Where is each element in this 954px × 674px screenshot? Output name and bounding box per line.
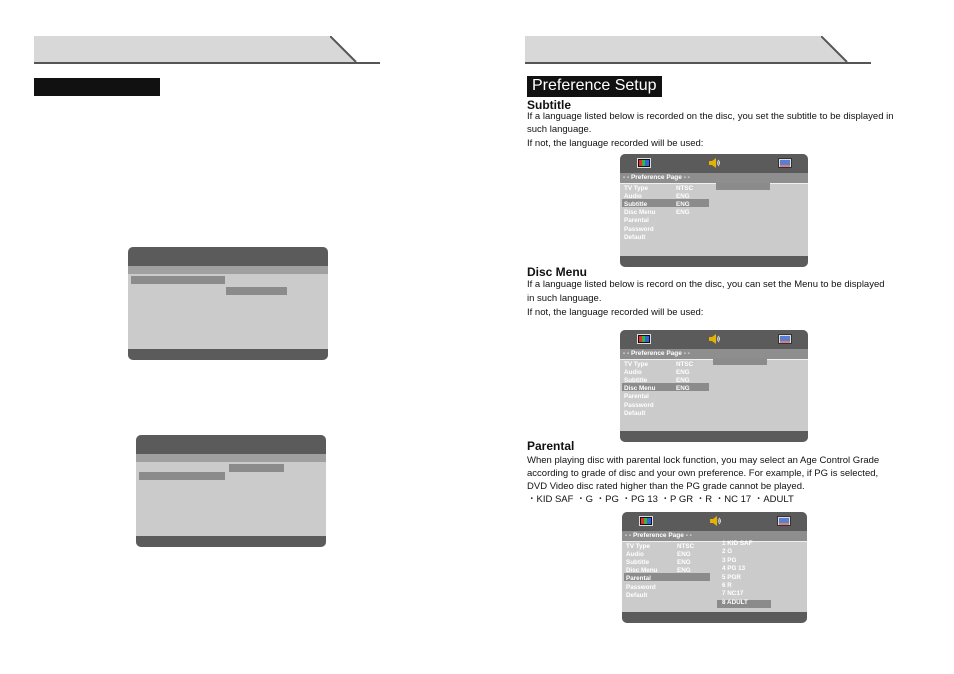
osd-menu-item: Disc Menu (624, 385, 656, 393)
osd-grade-option: 3 PG (722, 556, 737, 564)
osd-menu-item: Default (624, 409, 646, 417)
osd-grade-option: 1 KID SAF (722, 540, 753, 547)
osd-menu-item: Subtitle (624, 377, 648, 385)
osd-menu-item: Disc Menu (626, 567, 658, 575)
left-section-title-bar (34, 78, 160, 96)
left-osd-panel-2 (136, 435, 326, 547)
osd-menu-value: NTSC (676, 185, 694, 192)
osd-menu-value: ENG (676, 385, 690, 393)
speaker-icon (708, 334, 722, 344)
subtitle-text-2: such language. (527, 124, 592, 135)
osd-menu-value: ENG (676, 369, 690, 377)
parental-heading: Parental (527, 439, 575, 453)
disc-menu-heading: Disc Menu (527, 265, 588, 279)
osd-grade-option: 8 ADULT (722, 598, 748, 606)
osd-menu-item: Password (624, 225, 654, 233)
disc-menu-text-1: If a language listed below is record on the disc, you can set the Menu to be displayed (527, 279, 885, 290)
osd-header: - - Preference Page - - (623, 350, 690, 357)
osd-menu-item: Disc Menu (624, 209, 656, 217)
osd-menu-item: Password (624, 401, 654, 409)
tv-icon (639, 516, 653, 526)
osd-parental-panel (622, 512, 807, 623)
left-osd-panel-1 (128, 247, 328, 360)
tv-icon (637, 158, 651, 168)
osd-header: - - Preference Page - - (623, 174, 690, 181)
osd-menu-item: TV Type (624, 185, 649, 192)
osd-subtitle-panel (620, 154, 808, 267)
osd-menu-item: Subtitle (624, 201, 648, 209)
subtitle-heading: Subtitle (527, 98, 571, 112)
disc-menu-text-2: in such language. (527, 293, 602, 304)
osd-menu-item: Audio (624, 369, 642, 377)
osd-menu-item: TV Type (626, 543, 651, 550)
osd-menu-item: Parental (624, 217, 649, 225)
right-header-banner (525, 36, 871, 64)
parental-text-3: DVD Video disc rated higher than the PG grade cannot be played. (527, 481, 805, 492)
speaker-icon (708, 158, 722, 168)
osd-grade-option: 7 NC17 (722, 590, 744, 598)
osd-menu-value: ENG (677, 559, 691, 567)
disc-menu-text-3: If not, the language recorded will be used: (527, 307, 704, 318)
osd-menu-item: Default (626, 591, 648, 599)
osd-menu-item: Audio (626, 551, 644, 559)
osd-menu-value: NTSC (677, 543, 695, 550)
osd-grade-option: 4 PG 13 (722, 565, 746, 573)
osd-menu-value: ENG (676, 193, 690, 201)
preference-icon (778, 158, 792, 168)
osd-menu-item: Password (626, 583, 656, 591)
osd-menu-value: ENG (676, 377, 690, 385)
subtitle-text-1: If a language listed below is recorded on the disc, you set the subtitle to be displayed in (527, 111, 894, 122)
osd-menu-value: NTSC (676, 361, 694, 368)
osd-disc-menu-panel (620, 330, 808, 442)
parental-text-2: according to grade of disc and your own preference. For example, if PG is selected, (527, 468, 879, 479)
preference-icon (778, 334, 792, 344)
page-title: Preference Setup (527, 76, 662, 97)
osd-menu-item: Parental (624, 393, 649, 401)
tv-icon (637, 334, 651, 344)
preference-icon (777, 516, 791, 526)
parental-grades-line: ・KID SAF ・G ・PG ・PG 13 ・P GR ・R ・NC 17 ・ADULT (527, 494, 794, 505)
osd-menu-value: ENG (677, 551, 691, 559)
speaker-icon (709, 516, 723, 526)
osd-menu-item: Audio (624, 193, 642, 201)
osd-menu-item: Subtitle (626, 559, 650, 567)
osd-grade-option: 2 G (722, 548, 733, 556)
osd-grade-option: 6 R (722, 582, 732, 589)
osd-menu-item: Parental (626, 575, 651, 583)
osd-header: - - Preference Page - - (625, 532, 692, 539)
osd-grade-option: 5 PGR (722, 573, 741, 581)
subtitle-text-3: If not, the language recorded will be used: (527, 138, 704, 149)
left-header-banner (34, 36, 380, 64)
osd-menu-value: ENG (676, 201, 690, 209)
parental-text-1: When playing disc with parental lock function, you may select an Age Control Grade (527, 455, 880, 466)
osd-menu-value: ENG (677, 567, 691, 575)
osd-menu-item: Default (624, 233, 646, 241)
osd-menu-value: ENG (676, 209, 690, 217)
osd-menu-item: TV Type (624, 361, 649, 368)
